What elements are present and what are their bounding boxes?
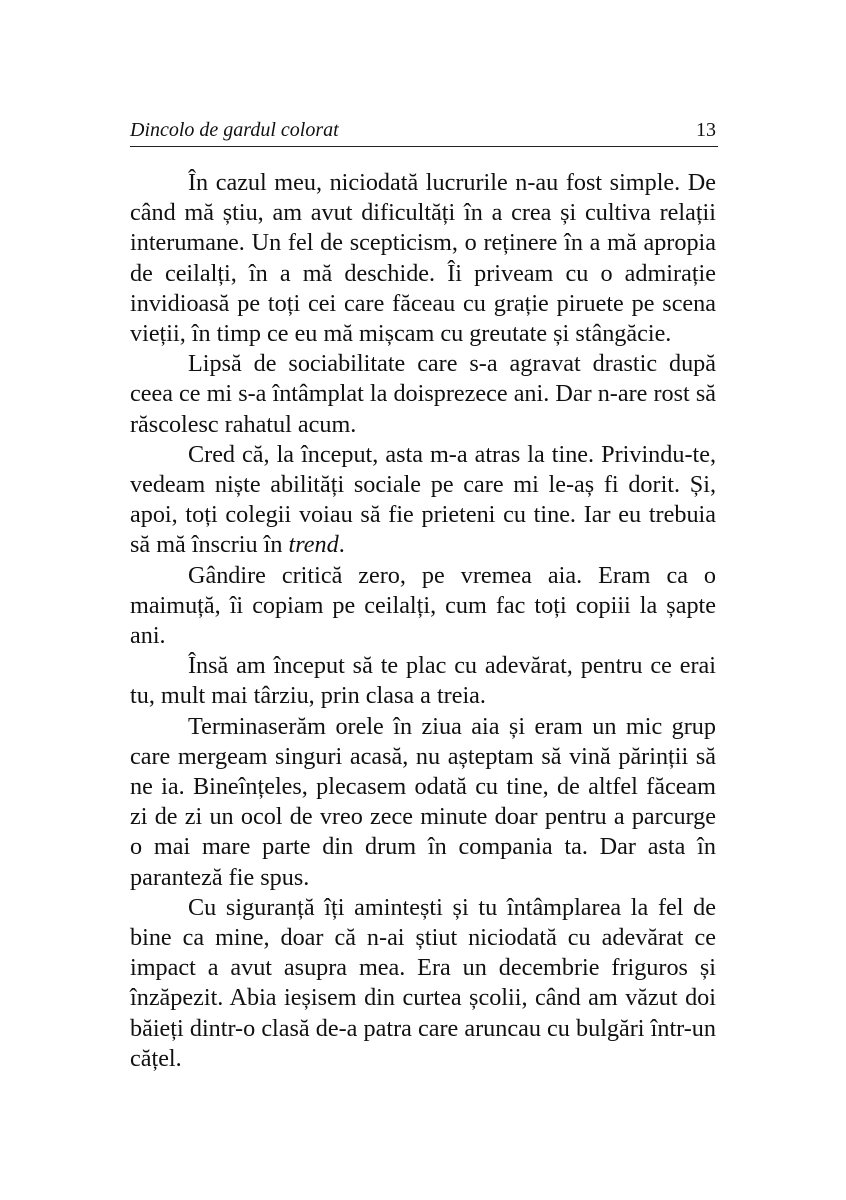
paragraph-1: În cazul meu, niciodată lucrurile n-au fost simple. De când mă știu, am avut dificultăți în a crea și cultiva relații interumane. Un fel de scepticism, o reținere în a mă apropia de ceilalți, în a mă deschide. Îi priveam cu o admirație invidioasă pe toți cei care făceau cu grație piruete pe scena vieții, în timp ce eu mă mișcam cu greutate și stângăcie. xyxy=(130,169,716,348)
paragraph-6: Terminaserăm orele în ziua aia și eram un mic grup care mergeam singuri acasă, nu așteptam să vină părinții să ne ia. Bineînțeles, plecasem odată cu tine, de altfel făceam zi de zi un ocol de vreo zece minute doar pentru a parcurge o mai mare parte din drum în compania ta. Dar asta în paranteză fie spus. xyxy=(130,712,716,891)
paragraph-3 xyxy=(130,440,716,561)
paragraph-7: Cu siguranță îți amintești și tu întâmplarea la fel de bine ca mine, doar că n-ai știut niciodată cu adevărat ce impact a avut asupra mea. Era un decembrie friguros și înzăpezit. Abia ieșisem din curtea școlii, când am văzut doi băieți dintr-o clasă de-a patra care aruncau cu bulgări într-un cățel. xyxy=(130,893,716,1072)
paragraph-2: Lipsă de sociabilitate care s-a agravat drastic după ceea ce mi s-a întâmplat la doisprezece ani. Dar n-are rost să răscolesc rahatul acum. xyxy=(130,350,716,438)
body-text xyxy=(130,168,716,1074)
paragraph-3-text: Cred că, la început, asta m-a atras la tine. Privindu-te, vedeam niște abilități sociale pe care mi le-aș fi dorit. Și, apoi, toți colegii voiau să fie prieteni cu tine. Iar eu trebuia să mă înscriu în xyxy=(130,440,716,559)
italic-word-trend: trend xyxy=(288,531,339,559)
page-number: 13 xyxy=(696,119,716,141)
running-header xyxy=(130,116,718,147)
running-title: Dincolo de gardul colorat xyxy=(130,119,339,141)
paragraph-5: Însă am început să te plac cu adevărat, pentru ce erai tu, mult mai târziu, prin clasa a treia. xyxy=(130,652,716,710)
paragraph-4: Gândire critică zero, pe vremea aia. Eram ca o maimuță, îi copiam pe ceilalți, cum fac toți copiii la șapte ani. xyxy=(130,561,716,650)
paragraph-3-end: . xyxy=(338,531,345,559)
